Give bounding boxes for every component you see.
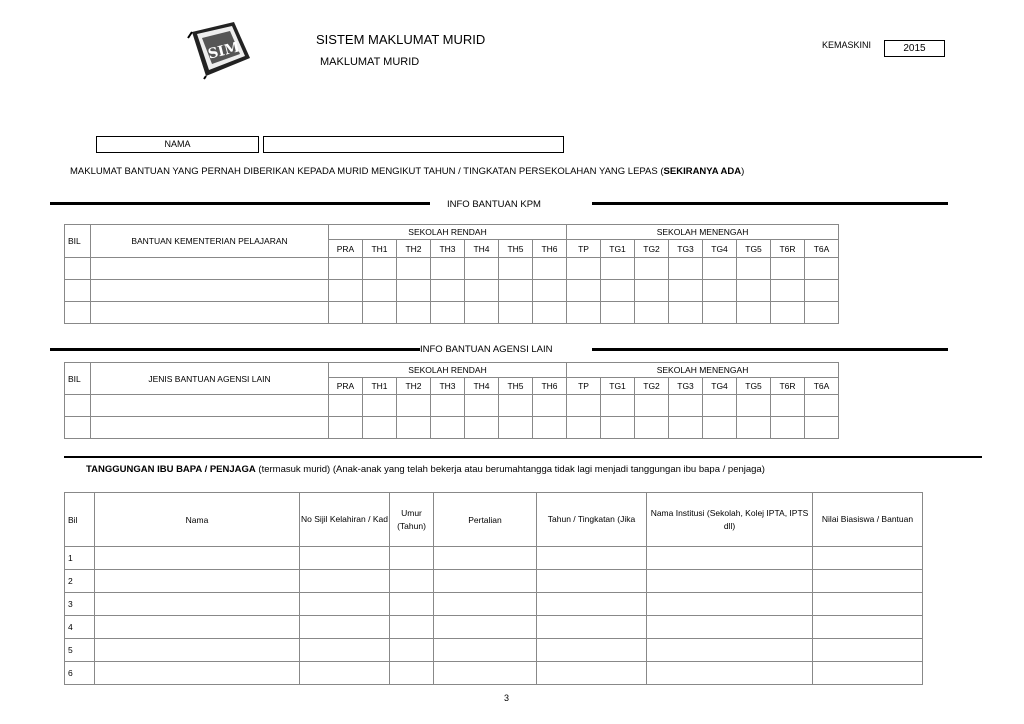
table-row[interactable] (65, 547, 923, 570)
col-th2: TH2 (397, 240, 431, 258)
row-number: 1 (65, 547, 95, 570)
col-th1: TH1 (363, 240, 397, 258)
school-logo-icon (184, 18, 254, 80)
col-bil: BIL (65, 225, 91, 258)
col-th3: TH3 (431, 378, 465, 395)
col-tg2: TG2 (635, 240, 669, 258)
group-rendah: SEKOLAH RENDAH (329, 225, 567, 240)
page-subtitle: MAKLUMAT MURID (320, 56, 420, 68)
name-field[interactable] (263, 136, 564, 153)
col-pra: PRA (329, 240, 363, 258)
col-th1: TH1 (363, 378, 397, 395)
table-row[interactable] (65, 662, 923, 685)
col-t6a: T6A (805, 240, 839, 258)
col-tahun-tingkatan: Tahun / Tingkatan (Jika (537, 493, 647, 547)
col-tg2: TG2 (635, 378, 669, 395)
table-row[interactable] (65, 639, 923, 662)
divider-left (50, 348, 420, 351)
table-row[interactable] (65, 417, 839, 439)
name-label: NAMA (96, 136, 259, 153)
kpm-table (64, 224, 839, 324)
col-tg4: TG4 (703, 378, 737, 395)
table-row[interactable] (65, 593, 923, 616)
table-row[interactable] (65, 616, 923, 639)
col-tg5: TG5 (737, 378, 771, 395)
col-pertalian: Pertalian (434, 493, 537, 547)
intro-text: MAKLUMAT BANTUAN YANG PERNAH DIBERIKAN KEPADA MURID MENGIKUT TAHUN / TINGKATAN PERSEKOLAHAN YANG LEPAS (SEKIRANYA ADA) (70, 166, 745, 177)
group-rendah: SEKOLAH RENDAH (329, 363, 567, 378)
col-tg3: TG3 (669, 378, 703, 395)
row-number: 4 (65, 616, 95, 639)
table-row[interactable] (65, 302, 839, 324)
table-row[interactable] (65, 570, 923, 593)
col-tg4: TG4 (703, 240, 737, 258)
agensi-section-title: INFO BANTUAN AGENSI LAIN (420, 344, 553, 355)
col-t6r: T6R (771, 240, 805, 258)
col-bantuan: BANTUAN KEMENTERIAN PELAJARAN (91, 225, 329, 258)
col-th2: TH2 (397, 378, 431, 395)
agensi-table (64, 362, 839, 439)
col-th4: TH4 (465, 378, 499, 395)
col-nama-institusi: Nama Institusi (Sekolah, Kolej IPTA, IPTS dll) (647, 493, 813, 547)
col-tg1: TG1 (601, 240, 635, 258)
col-tg3: TG3 (669, 240, 703, 258)
col-umur: Umur (Tahun) (390, 493, 434, 547)
divider-left (50, 202, 430, 205)
col-bil: Bil (65, 493, 95, 547)
row-number: 2 (65, 570, 95, 593)
col-tg5: TG5 (737, 240, 771, 258)
table-row[interactable] (65, 258, 839, 280)
update-year-field[interactable]: 2015 (884, 40, 945, 57)
row-number: 6 (65, 662, 95, 685)
group-menengah: SEKOLAH MENENGAH (567, 363, 839, 378)
divider-right (592, 348, 948, 351)
page-number: 3 (504, 693, 510, 703)
col-bil: BIL (65, 363, 91, 395)
col-nilai-biasiswa: Nilai Biasiswa / Bantuan (813, 493, 923, 547)
col-th3: TH3 (431, 240, 465, 258)
divider-right (592, 202, 948, 205)
table-row[interactable] (65, 395, 839, 417)
col-pra: PRA (329, 378, 363, 395)
col-th6: TH6 (533, 378, 567, 395)
table-row[interactable] (65, 280, 839, 302)
col-th5: TH5 (499, 378, 533, 395)
kpm-section-title: INFO BANTUAN KPM (447, 199, 541, 210)
tanggungan-table (64, 492, 923, 685)
col-th4: TH4 (465, 240, 499, 258)
col-th5: TH5 (499, 240, 533, 258)
col-jenis-bantuan: JENIS BANTUAN AGENSI LAIN (91, 363, 329, 395)
tanggungan-title: TANGGUNGAN IBU BAPA / PENJAGA (termasuk murid) (Anak-anak yang telah bekerja atau berumahtangga tidak lagi menjadi tanggungan ibu bapa / penjaga) (86, 464, 765, 475)
row-number: 5 (65, 639, 95, 662)
col-t6r: T6R (771, 378, 805, 395)
col-th6: TH6 (533, 240, 567, 258)
page-title: SISTEM MAKLUMAT MURID (316, 32, 486, 47)
group-menengah: SEKOLAH MENENGAH (567, 225, 839, 240)
col-nama: Nama (95, 493, 300, 547)
col-tp: TP (567, 378, 601, 395)
col-tg1: TG1 (601, 378, 635, 395)
update-label: KEMASKINI (822, 40, 872, 50)
divider-full (64, 456, 982, 458)
col-t6a: T6A (805, 378, 839, 395)
col-tp: TP (567, 240, 601, 258)
svg-text:SIM: SIM (206, 39, 242, 63)
row-number: 3 (65, 593, 95, 616)
col-no-sijil: No Sijil Kelahiran / Kad (300, 493, 390, 547)
